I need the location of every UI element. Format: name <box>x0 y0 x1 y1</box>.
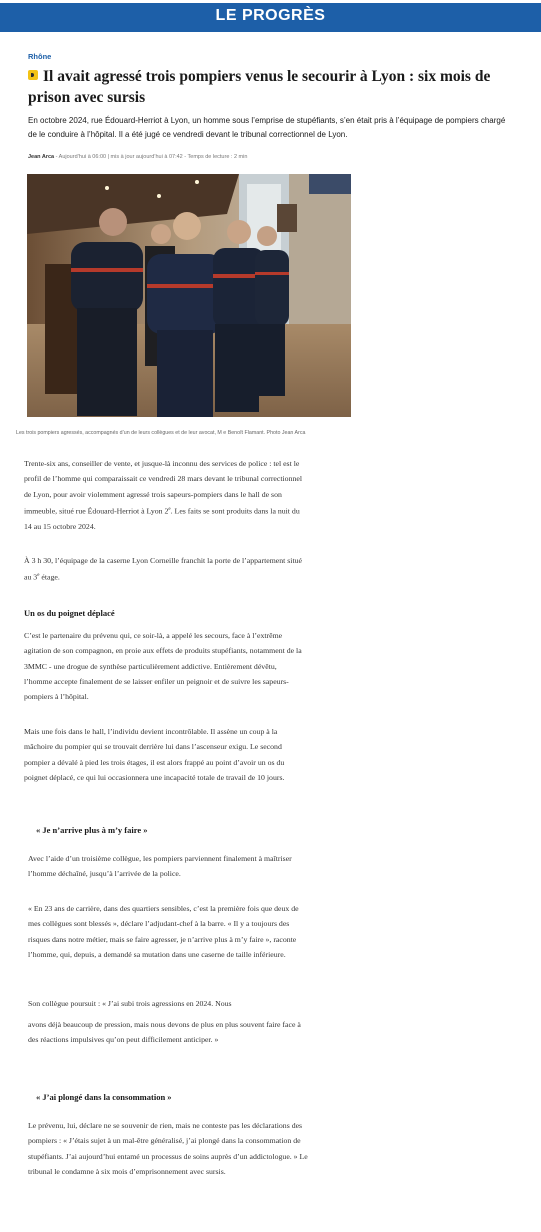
paragraph <box>24 456 304 534</box>
site-header <box>0 3 541 32</box>
section-label[interactable]: Rhône <box>28 52 52 61</box>
superscript: e <box>37 573 40 579</box>
article-title <box>28 66 518 108</box>
paragraph <box>24 553 304 585</box>
photo-caption: Les trois pompiers agressés, accompagnés d’un de leurs collègues et de leur avocat, M e Benoît Flamant. Photo Jean Arca <box>16 430 306 436</box>
article-photo[interactable] <box>27 174 351 417</box>
paragraph: Avec l’aide d’un troisième collègue, les pompiers parviennent finalement à maîtriser l’homme déchaîné, jusqu’à l’arrivée de la police. <box>28 854 292 879</box>
article-lead: En octobre 2024, rue Édouard-Herriot à Lyon, un homme sous l’emprise de stupéfiants, s’en était pris à l’équipage de pompiers chargé de le conduire à l’hôpital. Il a été jugé ce vendredi devant le tribunal correctionnel de Lyon. <box>28 116 506 139</box>
paragraph-text: . Les faits se sont produits dans la nuit du 14 au 15 octobre 2024. <box>24 506 300 531</box>
paragraph: Le prévenu, lui, déclare ne se souvenir de rien, mais ne conteste pas les déclarations des pompiers : « J’étais sujet à un mal-être généralisé, j’ai plongé dans la consommation de stupéfiants. J’ai aujourd’hui entamé un processus de soins auprès d’un addictologue. » Le tribunal le condamne à six mois d’emprisonnement avec sursis. <box>28 1121 308 1176</box>
paragraph-text: étage. <box>39 572 60 582</box>
premium-icon <box>28 70 38 80</box>
paragraph: avons déjà beaucoup de pression, mais nous devons de plus en plus souvent faire face à des réactions impulsives qu’on peut difficilement anticiper. » <box>28 1020 301 1045</box>
paragraph: « En 23 ans de carrière, dans des quartiers sensibles, c’est la première fois que deux de mes collègues sont blessés », déclare l’adjudant-chef à la barre. « Il y a toujours des risques dans notre métier, mais se faire agresser, je n’arrive plus à m’y faire », raconte l’homme, qui, depuis, a demandé sa mutation dans une caserne de taille inférieure. <box>28 904 299 959</box>
paragraph-text: À 3 h 30, l’équipage de la caserne Lyon Corneille franchit la porte de l’appartement situé au 3 <box>24 556 302 582</box>
subheading: Un os du poignet déplacé <box>24 608 115 618</box>
paragraph: Son collègue poursuit : « J’ai subi trois agressions en 2024. Nous <box>28 999 232 1008</box>
paragraph: C’est le partenaire du prévenu qui, ce soir-là, a appelé les secours, face à l’extrême agitation de son compagnon, en proie aux effets de produits stupéfiants, notamment de la 3MMC - une drogue de synthèse particulièrement addictive. Entièrement dévêtu, l’homme accepte finalement de se laisser enfiler un peignoir et de suivre les sapeurs-pompiers à l’hôpital. <box>24 631 302 702</box>
paragraph: Mais une fois dans le hall, l’individu devient incontrôlable. Il assène un coup à la mâchoire du pompier qui se trouvait derrière lui dans l’ascenseur exigu. Le second pompier a dévalé à pied les trois étages, il est alors frappé au point d’avoir un os du poignet déplacé, ce qui lui occasionnera une incapacité totale de travail de 10 jours. <box>24 727 285 782</box>
superscript: e <box>168 506 171 512</box>
le-progres-logo[interactable]: LE PROGRÈS <box>215 7 326 24</box>
article-meta: - Aujourd’hui à 06:00 | mis à jour aujourd’hui à 07:42 - Temps de lecture : 2 min <box>54 154 248 160</box>
paragraph-text: Trente-six ans, conseiller de vente, et jusque-là inconnu des services de police : tel est le profil de l’homme qui comparaissait ce vendredi 28 mars devant le tribunal correctionnel de Lyon, pour avoir violemment agressé trois sapeurs-pompiers dans le hall de son immeuble, situé rue Édouard-Herriot à Lyon 2 <box>24 459 302 516</box>
article-byline <box>28 154 247 160</box>
article-title-text: Il avait agressé trois pompiers venus le secourir à Lyon : six mois de prison avec sursis <box>28 68 491 106</box>
photo-illustration <box>27 174 351 417</box>
author-name[interactable]: Jean Arca <box>28 154 55 160</box>
subheading: « Je n’arrive plus à m’y faire » <box>36 825 148 835</box>
subheading: « J’ai plongé dans la consommation » <box>36 1092 172 1102</box>
